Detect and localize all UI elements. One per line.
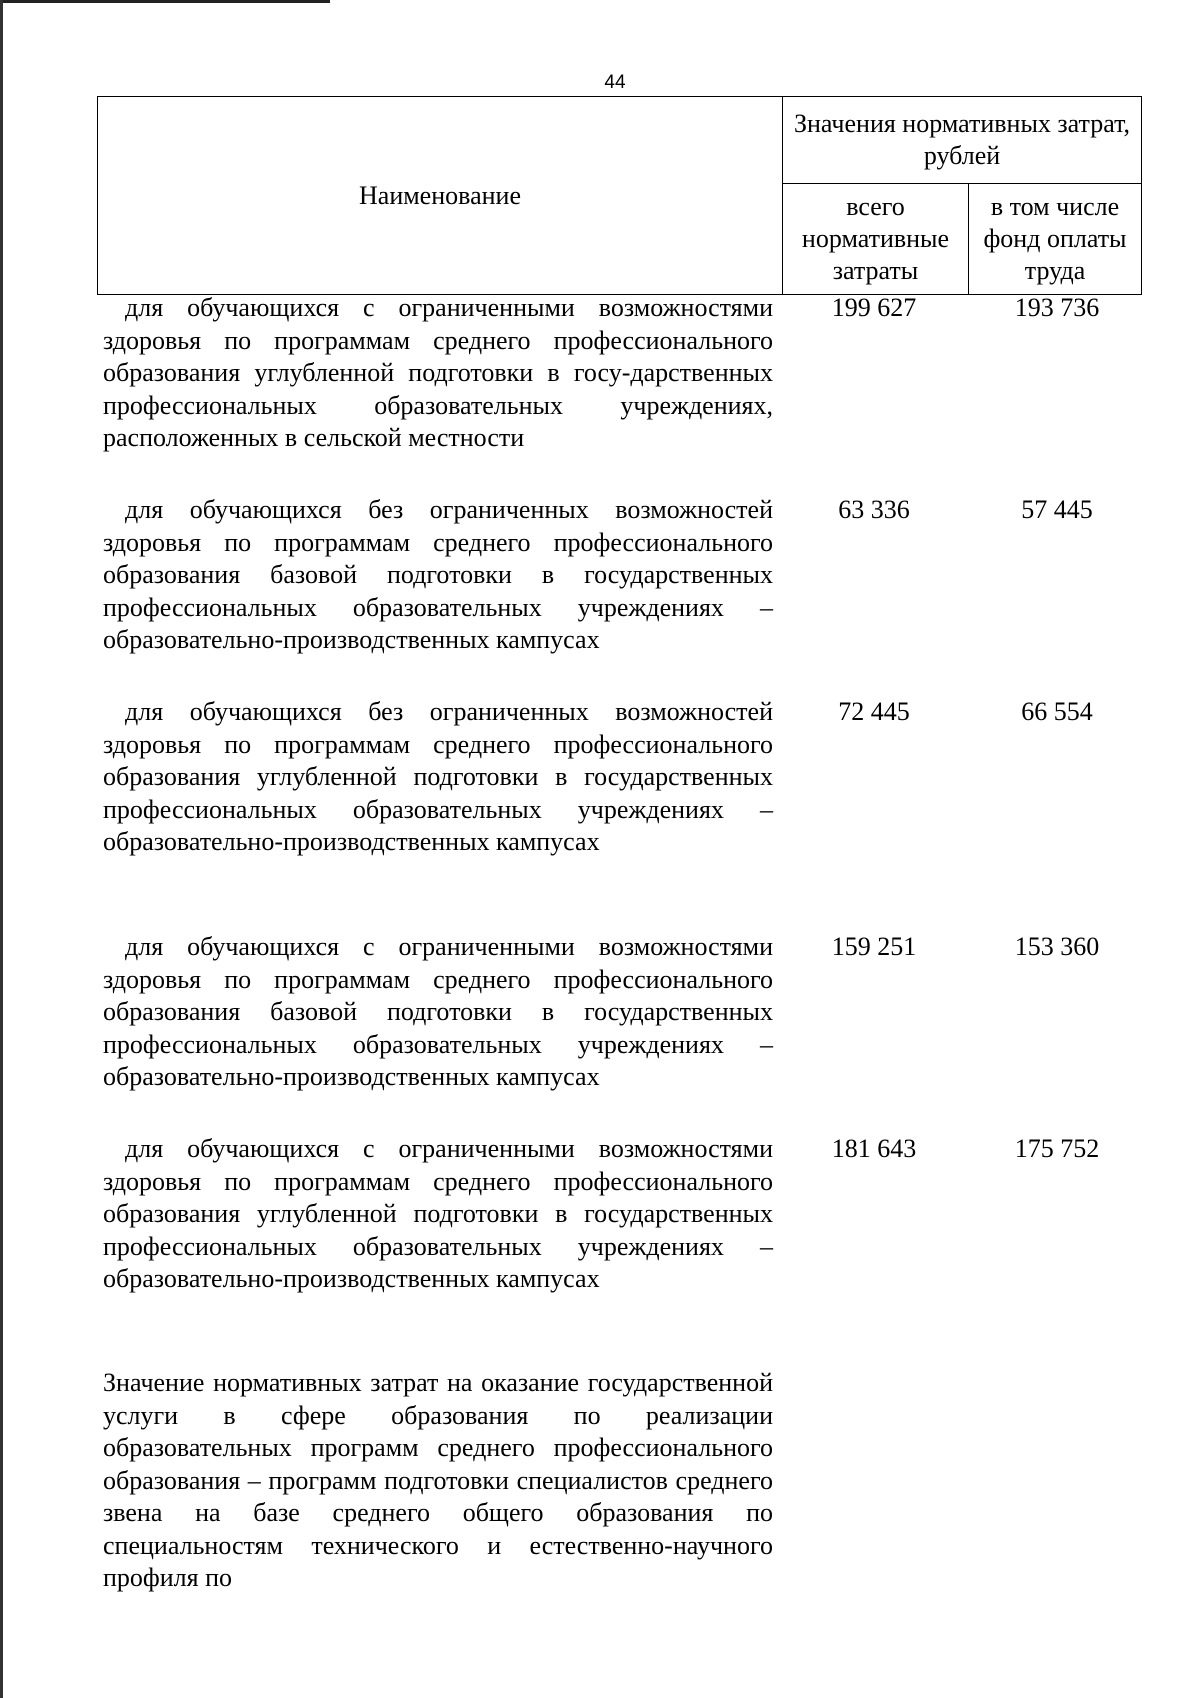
header-values-group: Значения нормативных затрат, рублей	[783, 97, 1142, 184]
row-payroll-value: 153 360	[1014, 932, 1100, 961]
header-name-column: Наименование	[98, 97, 783, 295]
row-total-value: 181 643	[831, 1134, 917, 1163]
row-payroll-value: 193 736	[1014, 293, 1100, 322]
header-total-column: всего нормативные затраты	[783, 184, 969, 295]
row-total-value: 159 251	[831, 932, 917, 961]
row-total-value: 199 627	[831, 293, 917, 322]
scan-edge-top	[0, 0, 330, 3]
row-total-value: 72 445	[838, 697, 910, 726]
table-header	[97, 96, 1142, 295]
header-payroll-column: в том числе фонд оплаты труда	[969, 184, 1142, 295]
row-payroll-value: 175 752	[1014, 1134, 1100, 1163]
row-payroll-value: 66 554	[1021, 697, 1093, 726]
row-description: для обучающихся с ограниченными возможностями здоровья по программам среднего профессионального образования базовой подготовки в государственных профессиональных образовательных учреждениях – образовательно-производственных кампусах	[103, 932, 773, 1091]
closing-paragraph: Значение нормативных затрат на оказание государственной услуги в сфере образования по реализации образовательных программ среднего профессионального образования – программ подготовки специалистов среднего звена на базе среднего общего образования по специальностям технического и естественно-научного профиля по	[103, 1368, 773, 1592]
row-description: для обучающихся без ограниченных возможностей здоровья по программам среднего профессионального образования углубленной подготовки в государственных профессиональных образовательных учреждениях – образовательно-производственных кампусах	[103, 697, 773, 856]
scan-edge-left	[0, 0, 3, 1698]
page-number: 44	[604, 72, 626, 93]
row-total-value: 63 336	[838, 495, 910, 524]
row-description: для обучающихся с ограниченными возможностями здоровья по программам среднего профессионального образования углубленной подготовки в госу-дарственных профессиональных образовательных учреждениях, расположенных в сельской местности	[103, 293, 773, 452]
row-description: для обучающихся без ограниченных возможностей здоровья по программам среднего профессионального образования базовой подготовки в государственных профессиональных образовательных учреждениях – образовательно-производственных кампусах	[103, 495, 773, 654]
row-description: для обучающихся с ограниченными возможностями здоровья по программам среднего профессионального образования углубленной подготовки в государственных профессиональных образовательных учреждениях – образовательно-производственных кампусах	[103, 1134, 773, 1293]
row-payroll-value: 57 445	[1021, 495, 1093, 524]
